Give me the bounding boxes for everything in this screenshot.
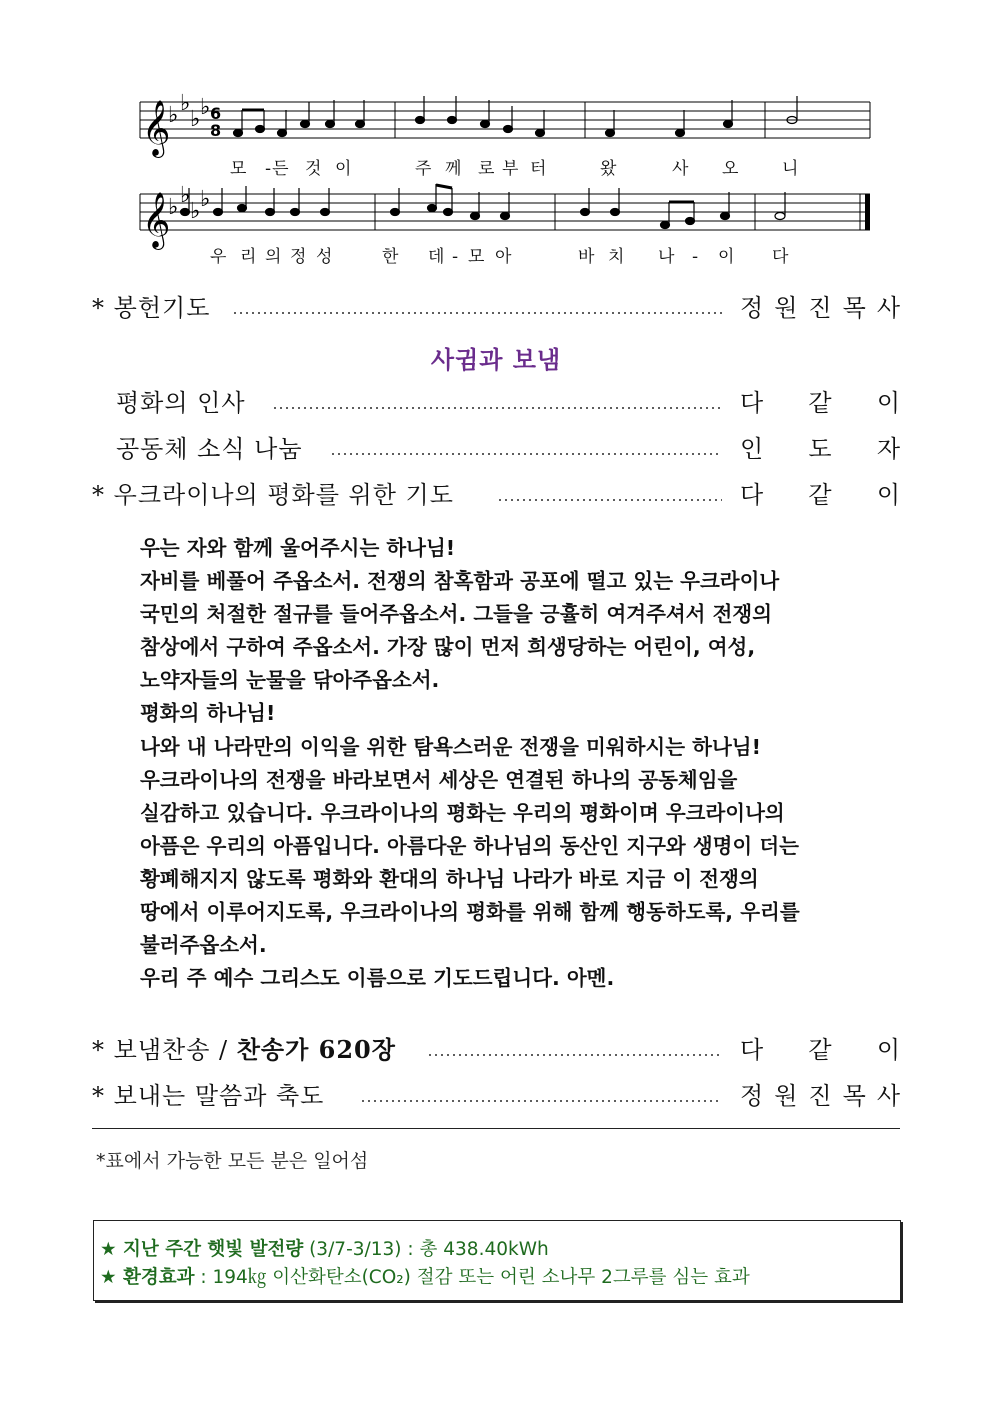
row-leader: 다 같 이 [740,1036,900,1064]
lyric: 것 [305,159,323,179]
lyric: 치 [608,247,626,267]
lyric: 한 [382,247,400,267]
energy-line-1 [100,1235,549,1261]
order-row-closing-hymn [92,1030,900,1070]
prayer-line: 평화의 하나님! [140,701,276,726]
prayer-line: 우크라이나의 전쟁을 바라보면서 세상은 연결된 하나의 공동체임을 [140,767,738,792]
energy-line-2 [100,1263,750,1289]
standing-mark: * [92,1036,105,1064]
row-label: 보냄찬송 / [113,1036,229,1064]
lyric: 터 [530,159,548,179]
prayer-line: 실감하고 있습니다. 우크라이나의 평화는 우리의 평화이며 우크라이나의 [140,800,785,825]
leader-dots [360,1100,722,1102]
svg-text:𝄞: 𝄞 [142,192,171,248]
lyric: 아 [495,247,513,267]
effect-label: ★ 환경효과 [100,1267,195,1288]
leader-dots [232,312,722,314]
prayer-text [140,532,900,995]
prayer-line: 아픔은 우리의 아픔입니다. 아름다운 하나님의 동산인 지구와 생명이 더는 [140,833,799,858]
row-label: 평화의 인사 [116,389,246,417]
svg-text:6: 6 [210,104,222,123]
divider [92,1128,900,1129]
order-row-ukraine-prayer [92,475,900,515]
svg-text:♭: ♭ [180,183,191,208]
row-leader: 다 같 이 [740,389,900,417]
energy-label: ★ 지난 주간 햇빛 발전량 [100,1239,304,1260]
lyric: 이 [335,159,353,179]
lyric: - [692,247,700,267]
prayer-line: 땅에서 이루어지도록, 우크라이나의 평화를 위해 함께 행동하도록, 우리를 [140,900,800,925]
row-label: 공동체 소식 나눔 [116,435,303,463]
prayer-line: 참상에서 구하여 주옵소서. 가장 많이 먼저 희생당하는 어린이, 여성, [140,635,756,660]
lyric: 바 [578,247,596,267]
hymn-score [130,92,880,272]
lyric: -든 [265,159,290,179]
lyric: 우 [210,247,228,267]
leader-dots [330,453,722,455]
hymn-number: 찬송가 620장 [236,1035,396,1064]
lyric: 모 [230,159,248,179]
svg-text:𝄞: 𝄞 [142,100,171,156]
prayer-line: 국민의 처절한 절규를 들어주옵소서. 그들을 긍휼히 여겨주셔서 전쟁의 [140,602,773,627]
standing-note: *표에서 가능한 모든 분은 일어섬 [96,1150,369,1172]
svg-text:♭: ♭ [200,95,211,120]
lyric: 성 [316,247,334,267]
lyric: 다 [772,247,790,267]
lyric: 부 [502,159,520,179]
row-leader: 정 원 진 목 사 [740,294,900,322]
lyric: 모 [468,247,486,267]
lyric: 리 [240,247,258,267]
svg-text:♭: ♭ [168,103,179,128]
row-leader: 다 같 이 [740,481,900,509]
leader-dots [272,407,722,409]
svg-text:♭: ♭ [190,107,201,132]
row-leader: 인 도 자 [740,435,900,463]
svg-text:♭: ♭ [180,92,191,116]
row-label: 우크라이나의 평화를 위한 기도 [113,481,454,509]
row-leader: 정 원 진 목 사 [740,1082,900,1110]
prayer-line: 우리 주 예수 그리스도 이름으로 기도드립니다. 아멘. [140,966,615,991]
prayer-line: 나와 내 나라만의 이익을 위한 탐욕스러운 전쟁을 미워하시는 하나님! [140,734,761,759]
solar-energy-box [93,1220,901,1301]
prayer-line: 자비를 베풀어 주옵소서. 전쟁의 참혹함과 공포에 떨고 있는 우크라이나 [140,569,780,594]
svg-text:♭: ♭ [168,195,179,220]
prayer-line: 황폐해지지 않도록 평화와 환대의 하나님 나라가 바로 지금 이 전쟁의 [140,866,759,891]
leader-dots [497,499,722,501]
lyric: 왔 [600,159,618,179]
lyric: - [452,247,460,267]
order-row-benediction [92,1076,900,1116]
standing-mark: * [92,481,105,509]
lyric: 데 [428,247,446,267]
prayer-line: 노약자들의 눈물을 닦아주옵소서. [140,668,440,693]
lyric: 사 [672,159,690,179]
prayer-line: 우는 자와 함께 울어주시는 하나님! [140,536,456,560]
lyric: 니 [782,159,800,179]
order-row-peace-greeting [92,383,900,423]
svg-text:♭: ♭ [190,199,201,224]
section-title: 사귐과 보냄 [430,346,562,374]
row-label: 보내는 말씀과 축도 [113,1082,325,1110]
lyric: 오 [722,159,740,179]
lyric: 의 [265,247,283,267]
effect-value: : 194㎏ 이산화탄소(CO₂) 절감 또는 어린 소나무 2그루를 심는 효과 [200,1267,750,1288]
svg-text:8: 8 [210,121,222,140]
leader-dots [427,1054,722,1056]
svg-text:♭: ♭ [200,187,211,212]
prayer-line: 불러주옵소서. [140,933,267,958]
lyric: 나 [658,247,676,267]
order-row-community-news [92,429,900,469]
order-row-offering-prayer [92,288,900,328]
lyric: 로 [478,159,496,179]
lyric: 정 [290,247,308,267]
row-label: 봉헌기도 [113,294,211,322]
lyric: 이 [718,247,736,267]
energy-value: (3/7-3/13) : 총 438.40kWh [309,1239,549,1260]
standing-mark: * [92,1082,105,1110]
lyric: 주 [415,159,433,179]
lyric: 께 [445,159,463,179]
standing-mark: * [92,294,105,322]
